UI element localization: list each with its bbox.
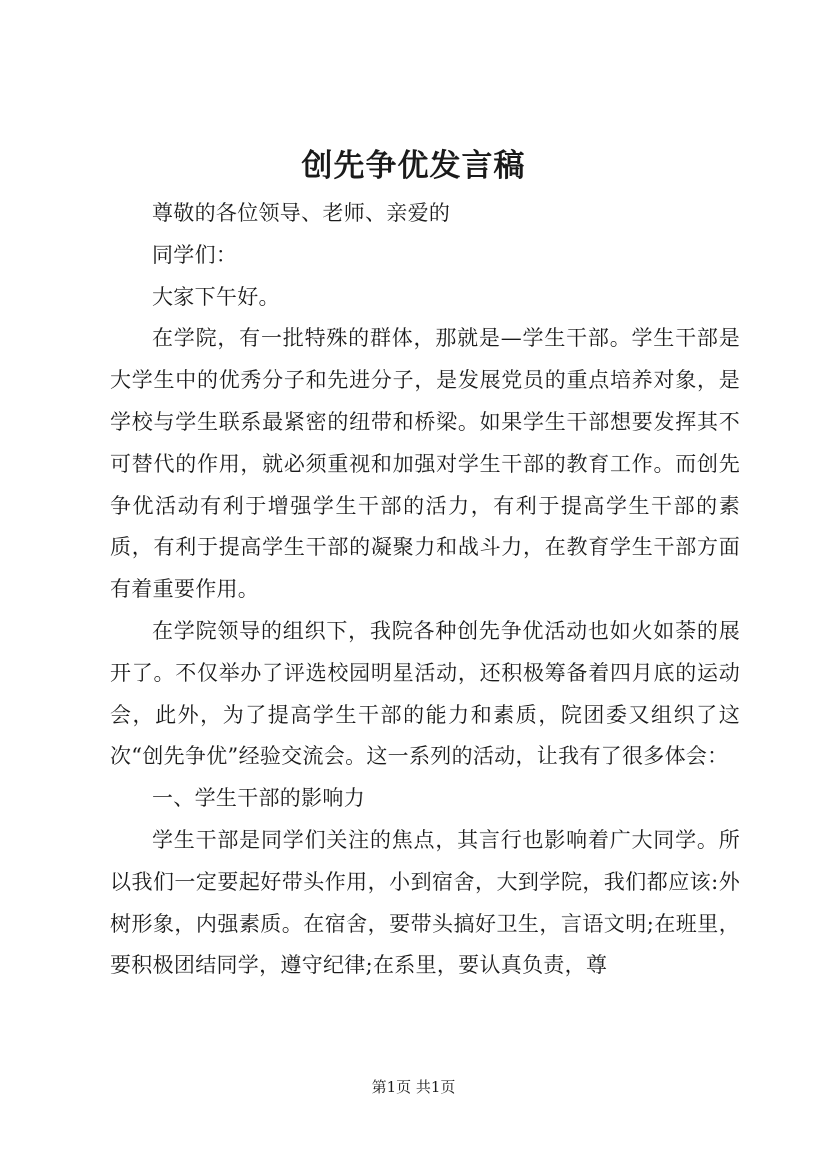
paragraph: 尊敬的各位领导、老师、亲爱的 [152, 201, 451, 225]
page-number-footer: 第1页 共1页 [371, 1078, 456, 1096]
document-title: 创先争优发言稿 [301, 148, 526, 184]
paragraph: 学生干部是同学们关注的焦点，其言行也影响着广大同学。所以我们一定要起好带头作用，小到宿舍，大到学院，我们都应该:外树形象，内强素质。在宿舍，要带头搞好卫生，言语文明;在班里，要积极团结同学，遵守纪律;在系里，要认真负责，尊 [110, 827, 740, 978]
paragraph: 同学们： [152, 242, 238, 267]
document-body [110, 193, 740, 987]
section-heading: 一、学生干部的影响力 [152, 786, 365, 811]
paragraph: 在学院，有一批特殊的群体，那就是—学生干部。学生干部是大学生中的优秀分子和先进分子，是发展党员的重点培养对象，是学校与学生联系最紧密的纽带和桥梁。如果学生干部想要发挥其不可替代的作用，就必须重视和加强对学生干部的教育工作。而创先争优活动有利于增强学生干部的活力，有利于提高学生干部的素质，有利于提高学生干部的凝聚力和战斗力，在教育学生干部方面有着重要作用。 [110, 326, 740, 602]
paragraph: 在学院领导的组织下，我院各种创先争优活动也如火如荼的展开了。不仅举办了评选校园明星活动，还积极筹备着四月底的运动会，此外，为了提高学生干部的能力和素质，院团委又组织了这次“创先争优”经验交流会。这一系列的活动，让我有了很多体会： [110, 618, 740, 769]
paragraph: 大家下午好。 [152, 284, 280, 309]
